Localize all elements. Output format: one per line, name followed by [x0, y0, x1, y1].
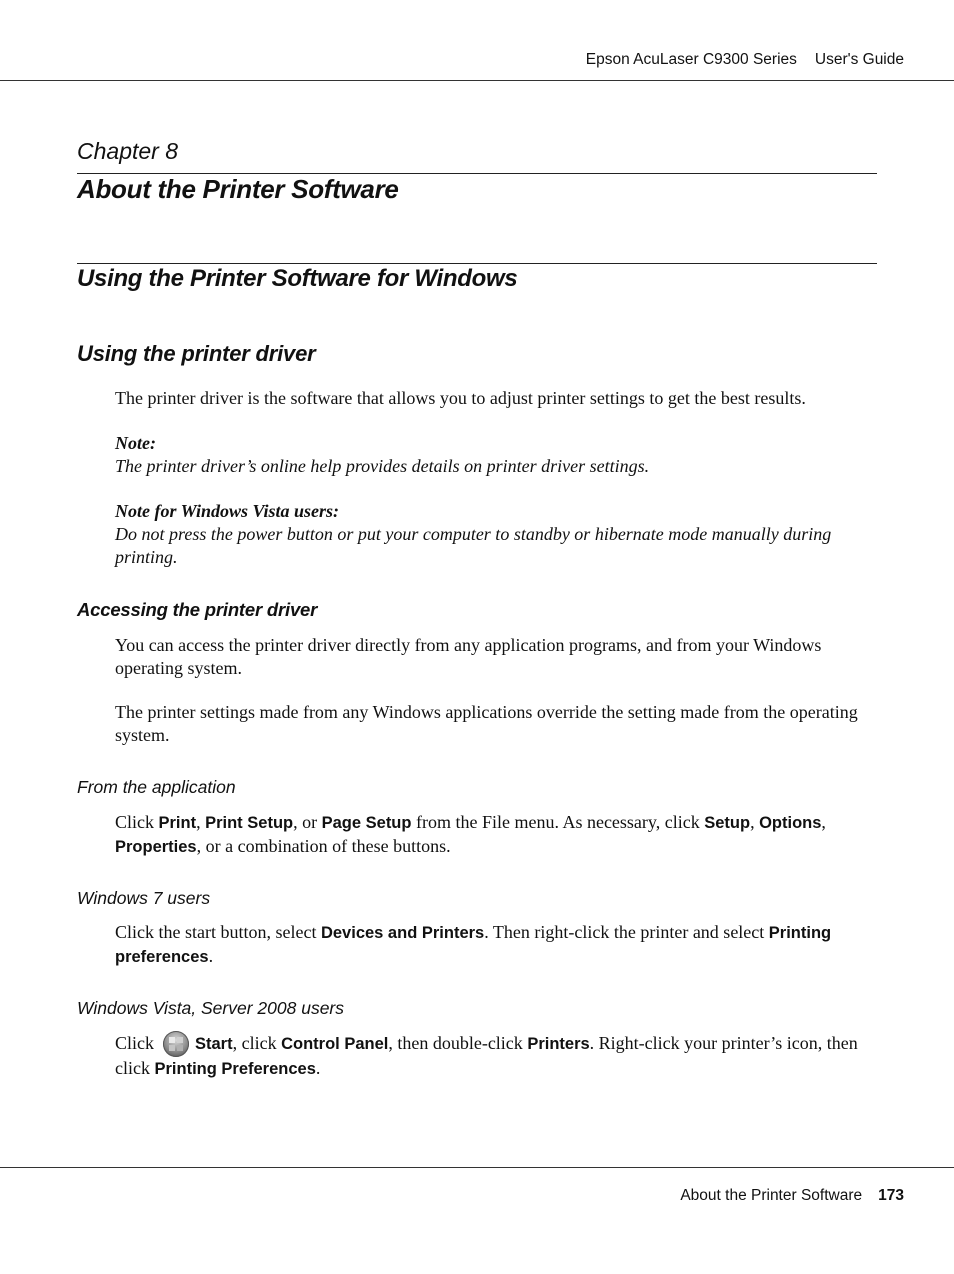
ui-term-devices-and-printers: Devices and Printers — [320, 924, 485, 942]
header-product: Epson AcuLaser C9300 Series — [585, 51, 797, 68]
ui-term-print-setup: Print Setup — [205, 814, 294, 832]
accessing-paragraph-2: The printer settings made from any Windows applications override the setting made from the operating system. — [115, 702, 858, 745]
text-run: Click — [115, 812, 159, 832]
note-title: Note: — [115, 433, 156, 453]
note-online-help — [115, 432, 880, 478]
section-divider — [77, 263, 877, 264]
windows7-title: Windows 7 users — [77, 888, 211, 908]
ui-term-setup: Setup — [704, 814, 751, 832]
text-run: . — [315, 1058, 321, 1078]
note-title: Note for Windows Vista users: — [115, 501, 340, 521]
text-run: . — [208, 946, 214, 966]
running-header — [586, 51, 904, 69]
text-run: Click the start button, select — [115, 922, 321, 942]
footer-divider — [0, 1167, 954, 1168]
accessing-title: Accessing the printer driver — [77, 599, 318, 620]
vista-paragraph — [115, 1031, 880, 1081]
text-run: . Right-click your printer’s icon, then click — [115, 1033, 858, 1078]
ui-term-printing-preferences: Printing preferences — [115, 924, 832, 966]
note-body: The printer driver’s online help provides details on printer driver settings. — [115, 456, 650, 476]
subsection-title: Using the printer driver — [77, 341, 316, 366]
text-run: , or — [293, 812, 322, 832]
ui-term-printers: Printers — [527, 1035, 590, 1053]
from-application-paragraph — [115, 811, 880, 859]
text-run: , or a combination of these buttons. — [196, 836, 451, 856]
text-run: , — [750, 812, 760, 832]
windows-start-orb-icon — [163, 1031, 189, 1057]
section-title: Using the Printer Software for Windows — [77, 265, 518, 292]
text-run: , then double-click — [388, 1033, 528, 1053]
header-divider — [0, 80, 954, 81]
note-body: Do not press the power button or put your computer to standby or hibernate mode manually during printing. — [115, 524, 832, 567]
footer-section: About the Printer Software — [680, 1187, 863, 1204]
windows7-paragraph — [115, 921, 880, 969]
ui-term-printing-preferences: Printing Preferences — [154, 1060, 316, 1078]
ui-term-print: Print — [158, 814, 197, 832]
text-run: Click — [115, 1033, 159, 1053]
ui-term-start: Start — [195, 1035, 233, 1053]
running-footer — [680, 1187, 904, 1205]
ui-term-page-setup: Page Setup — [321, 814, 412, 832]
vista-title: Windows Vista, Server 2008 users — [77, 998, 345, 1018]
chapter-title: About the Printer Software — [77, 174, 399, 204]
ui-term-properties: Properties — [115, 838, 197, 856]
from-application-title: From the application — [77, 777, 236, 797]
intro-paragraph: The printer driver is the software that allows you to adjust printer settings to get the best results. — [115, 388, 806, 408]
text-run: from the File menu. As necessary, click — [411, 812, 705, 832]
page-number: 173 — [878, 1187, 904, 1204]
note-vista-users — [115, 500, 880, 569]
ui-term-control-panel: Control Panel — [281, 1035, 389, 1053]
text-run: , — [196, 812, 206, 832]
header-guide: User's Guide — [814, 51, 904, 68]
accessing-paragraph-1: You can access the printer driver directly from any application programs, and from your Windows operating system. — [115, 635, 822, 678]
ui-term-options: Options — [759, 814, 822, 832]
text-run: . Then right-click the printer and select — [484, 922, 769, 942]
text-run: , click — [232, 1033, 282, 1053]
text-run: , — [821, 812, 826, 832]
chapter-label: Chapter 8 — [77, 138, 179, 164]
